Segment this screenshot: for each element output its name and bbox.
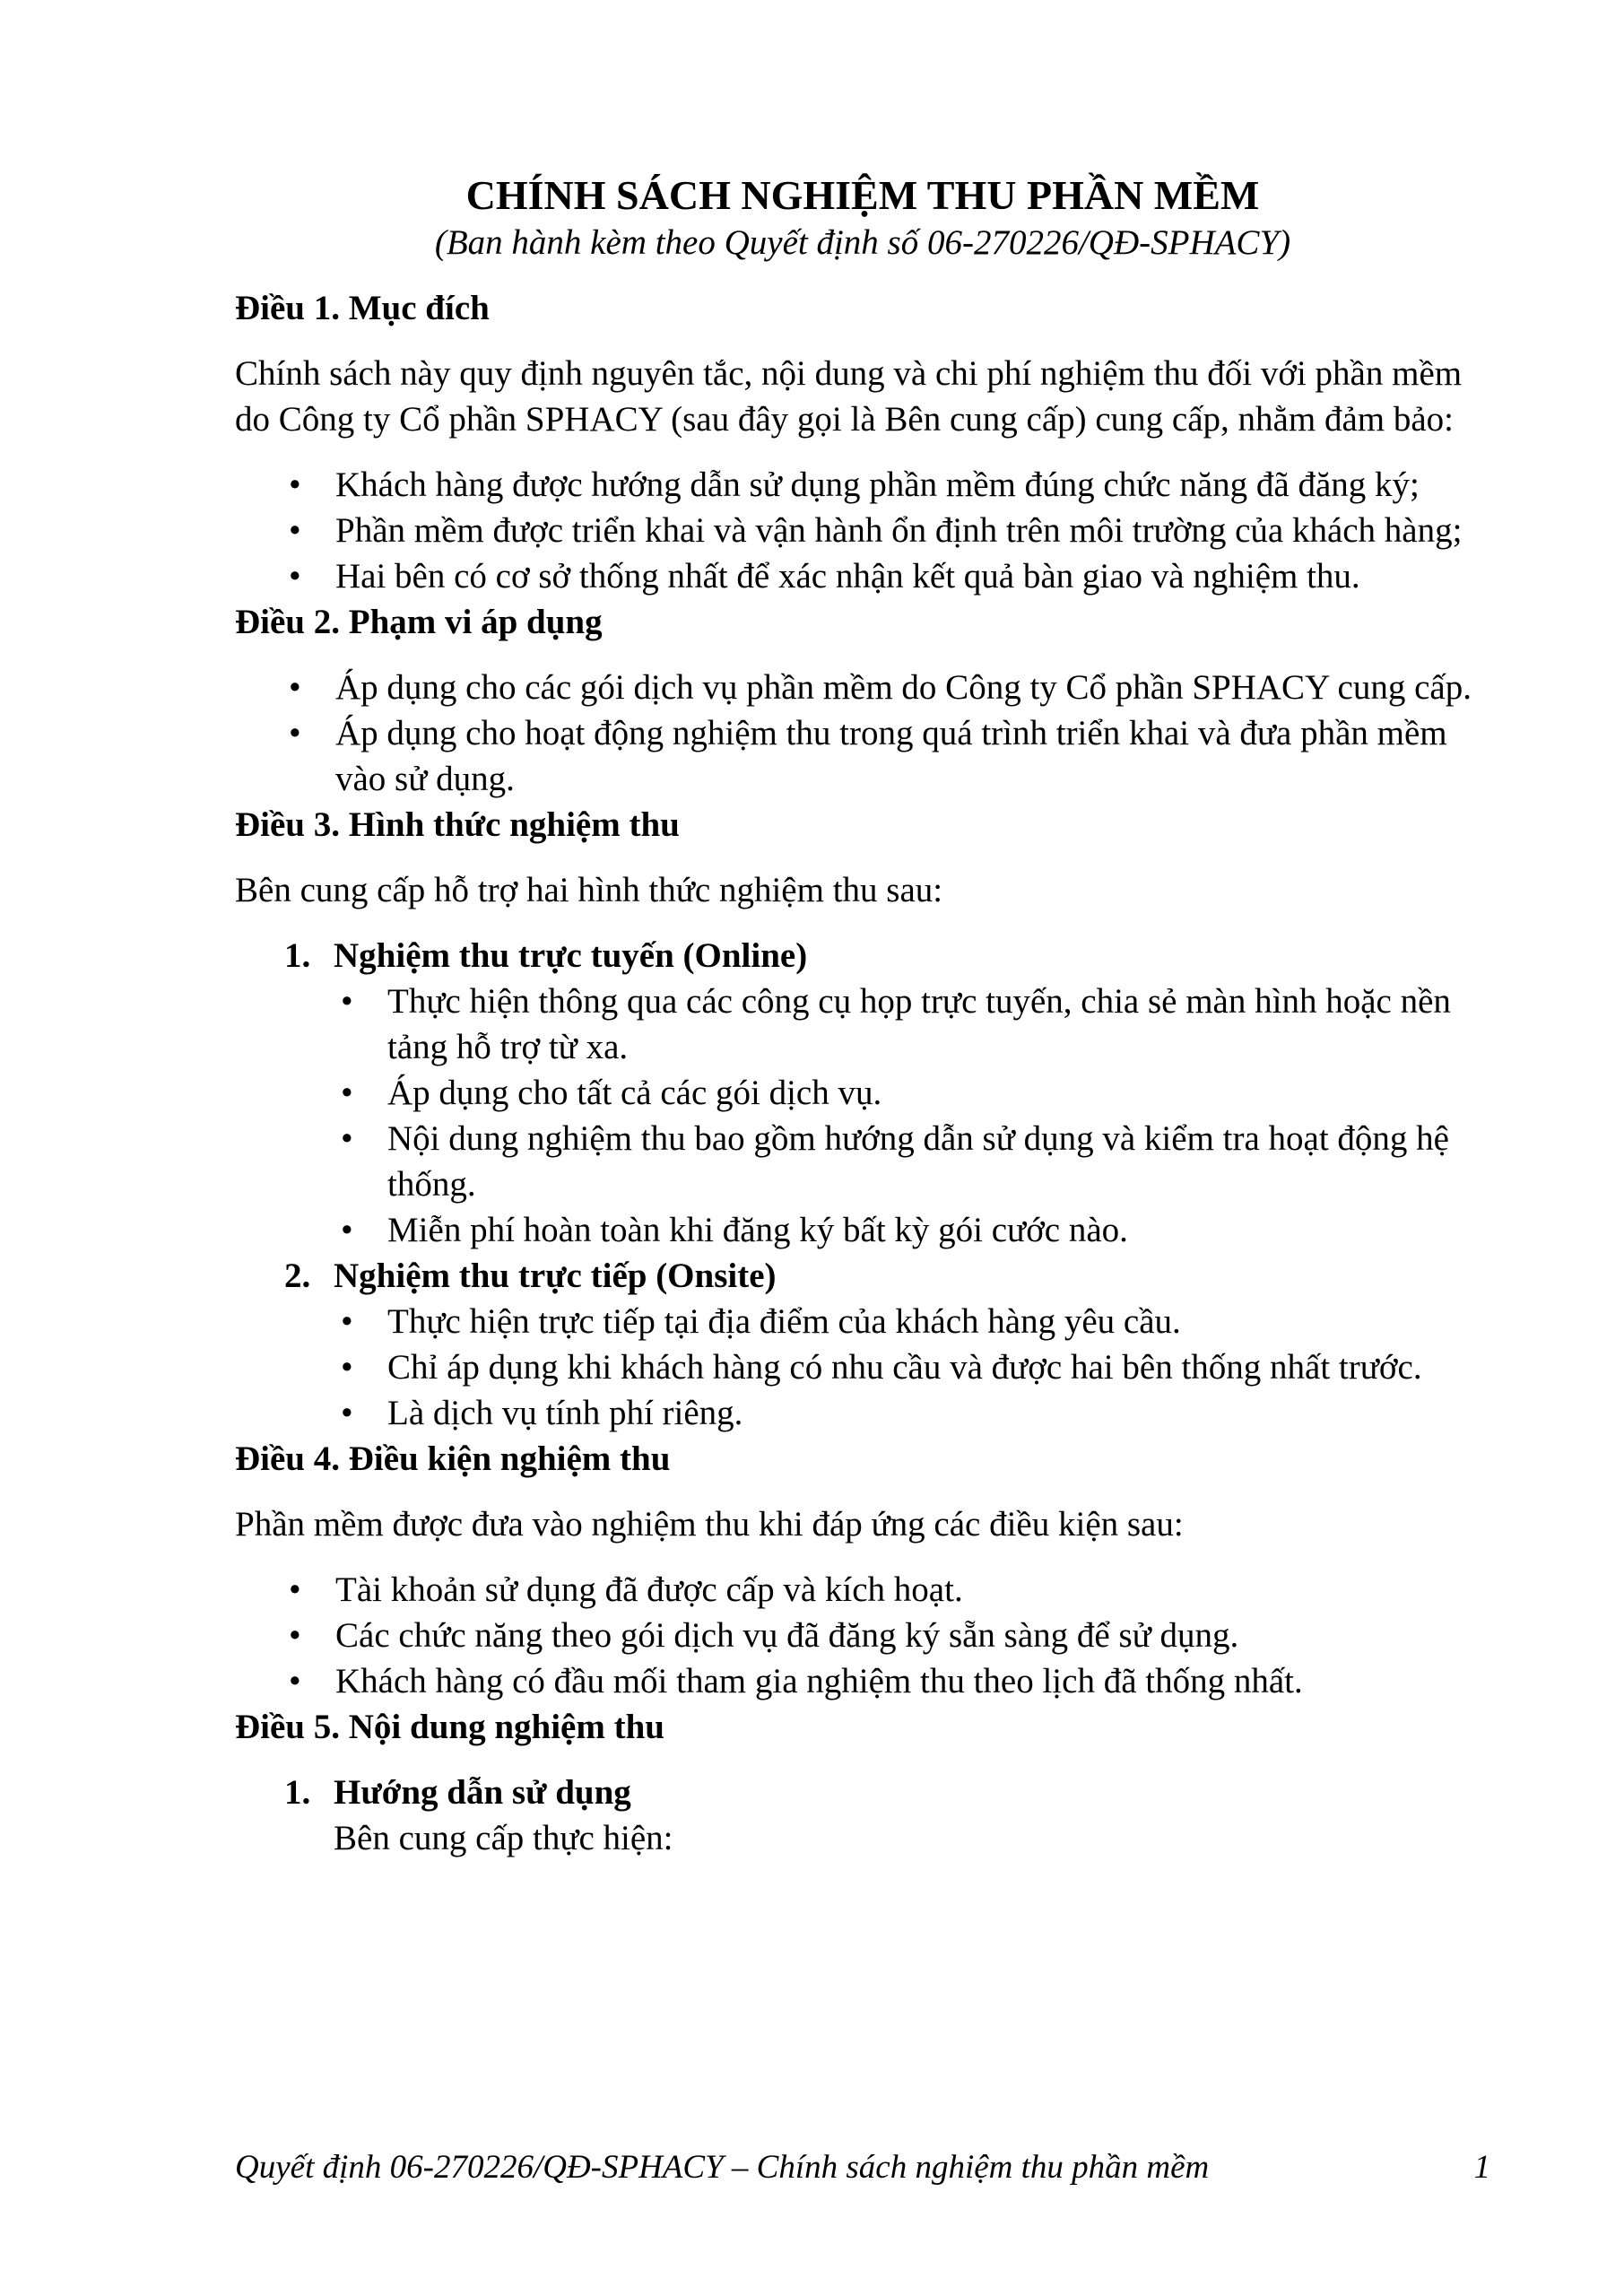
list-item: • Áp dụng cho tất cả các gói dịch vụ. xyxy=(341,1070,1490,1116)
numbered-item xyxy=(284,933,1490,1253)
article-1-heading: Điều 1. Mục đích xyxy=(235,289,490,327)
article-2-list xyxy=(235,665,1490,802)
article-1-list xyxy=(235,462,1490,599)
list-item: • Miễn phí hoàn toàn khi đăng ký bất kỳ gói cước nào. xyxy=(341,1207,1490,1253)
list-item: • Nội dung nghiệm thu bao gồm hướng dẫn sử dụng và kiểm tra hoạt động hệ thống. xyxy=(341,1116,1490,1207)
item-number: 2. xyxy=(284,1257,311,1295)
article-3-heading: Điều 3. Hình thức nghiệm thu xyxy=(235,805,680,844)
document-subtitle: (Ban hành kèm theo Quyết định số 06-270226/QĐ-SPHACY) xyxy=(434,223,1291,262)
list-item: • Khách hàng được hướng dẫn sử dụng phần mềm đúng chức năng đã đăng ký; xyxy=(289,462,1490,508)
article-5-heading: Điều 5. Nội dung nghiệm thu xyxy=(235,1708,664,1746)
list-item: • Là dịch vụ tính phí riêng. xyxy=(341,1390,1490,1436)
article-4-intro: Phần mềm được đưa vào nghiệm thu khi đáp ứng các điều kiện sau: xyxy=(235,1505,1184,1544)
list-item: • Áp dụng cho hoạt động nghiệm thu trong quá trình triển khai và đưa phần mềm vào sử dụng. xyxy=(289,710,1490,802)
article-3-list xyxy=(235,933,1490,1436)
numbered-item xyxy=(284,1770,1490,1861)
item-text: Bên cung cấp thực hiện: xyxy=(334,1819,673,1857)
article-4-heading: Điều 4. Điều kiện nghiệm thu xyxy=(235,1439,671,1478)
list-item: • Thực hiện thông qua các công cụ họp trực tuyến, chia sẻ màn hình hoặc nền tảng hỗ trợ từ xa. xyxy=(341,978,1490,1070)
document-body xyxy=(235,170,1490,1861)
article-2-heading: Điều 2. Phạm vi áp dụng xyxy=(235,603,603,641)
article-1-intro: Chính sách này quy định nguyên tắc, nội dung và chi phí nghiệm thu đối với phần mềm do Công ty Cổ phần SPHACY (sau đây gọi là Bên cung cấp) cung cấp, nhằm đảm bảo: xyxy=(235,354,1463,439)
sub-list xyxy=(334,1299,1490,1436)
list-item: • Các chức năng theo gói dịch vụ đã đăng ký sẵn sàng để sử dụng. xyxy=(289,1613,1490,1658)
list-item: • Phần mềm được triển khai và vận hành ổn định trên môi trường của khách hàng; xyxy=(289,508,1490,553)
item-number: 1. xyxy=(284,936,311,975)
numbered-item xyxy=(284,1253,1490,1436)
list-item: • Thực hiện trực tiếp tại địa điểm của khách hàng yêu cầu. xyxy=(341,1299,1490,1344)
page-number: 1 xyxy=(1473,2149,1490,2186)
list-item: • Tài khoản sử dụng đã được cấp và kích hoạt. xyxy=(289,1567,1490,1613)
article-5-list xyxy=(235,1770,1490,1861)
item-title: Hướng dẫn sử dụng xyxy=(334,1773,631,1812)
document-title: CHÍNH SÁCH NGHIỆM THU PHẦN MỀM xyxy=(465,172,1260,218)
item-number: 1. xyxy=(284,1773,311,1812)
list-item: • Khách hàng có đầu mối tham gia nghiệm thu theo lịch đã thống nhất. xyxy=(289,1658,1490,1704)
article-4-list xyxy=(235,1567,1490,1704)
list-item: • Áp dụng cho các gói dịch vụ phần mềm do Công ty Cổ phần SPHACY cung cấp. xyxy=(289,665,1490,710)
sub-list xyxy=(334,978,1490,1253)
item-title: Nghiệm thu trực tuyến (Online) xyxy=(334,936,808,975)
list-item: • Hai bên có cơ sở thống nhất để xác nhận kết quả bàn giao và nghiệm thu. xyxy=(289,553,1490,599)
footer-title: Quyết định 06-270226/QĐ-SPHACY – Chính sách nghiệm thu phần mềm xyxy=(235,2149,1210,2186)
item-title: Nghiệm thu trực tiếp (Onsite) xyxy=(334,1257,777,1295)
article-3-intro: Bên cung cấp hỗ trợ hai hình thức nghiệm thu sau: xyxy=(235,871,943,909)
list-item: • Chỉ áp dụng khi khách hàng có nhu cầu và được hai bên thống nhất trước. xyxy=(341,1344,1490,1390)
